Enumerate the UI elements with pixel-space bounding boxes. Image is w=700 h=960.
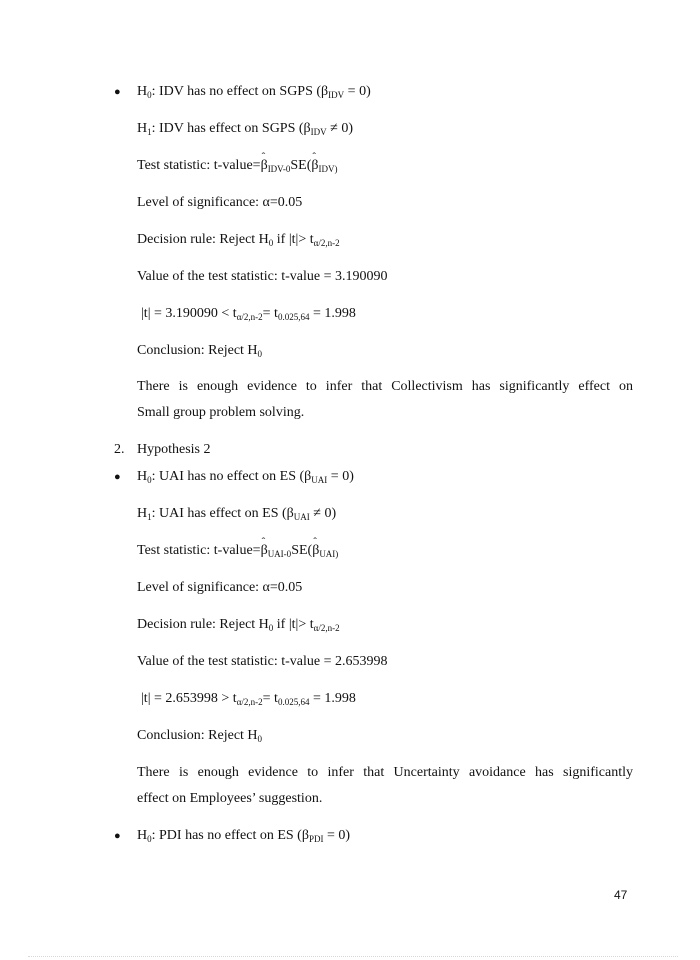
comparison-uai: $|t| = 2.653998 > t_{\alpha/2,n-2}= t_{0.025,64} = 1.998$ bbox=[141, 691, 356, 707]
test-statistic-idv: Test statistic: t-value=ˆ $\beta_{IDV-0}SE(ˆ$ $\beta_{IDV)}$ bbox=[137, 157, 337, 175]
test-value-uai: Value of the test statistic: t-value = 2.653998 bbox=[137, 654, 388, 669]
test-statistic-uai: Test statistic: t-value=ˆ $\beta_{UAI-0}SE(ˆ$ $\beta_{UAI)}$ bbox=[137, 542, 338, 560]
null-hypothesis-uai: $H_0$: UAI has no effect on ES $(\beta_{UAI} = 0)$ bbox=[137, 469, 354, 485]
conclusion-uai: Conclusion: Reject $H_0$ bbox=[137, 728, 263, 744]
test-value-idv: Value of the test statistic: t-value = 3.190090 bbox=[137, 269, 388, 284]
alt-hypothesis-uai: $H_1$: UAI has effect on ES $(\beta_{UAI} \ne 0)$ bbox=[137, 506, 337, 522]
alt-hypothesis-idv: $H_1$: IDV has effect on SGPS $(\beta_{IDV} \ne 0)$ bbox=[137, 121, 354, 137]
page-number: 47 bbox=[614, 888, 628, 902]
evidence-text-line-1: There is enough evidence to infer that Uncertainty avoidance has significantly bbox=[137, 765, 633, 780]
evidence-text-line-1: There is enough evidence to infer that Collectivism has significantly effect on bbox=[137, 379, 633, 394]
bullet-icon: ● bbox=[114, 86, 121, 98]
decision-rule-idv: Decision rule: Reject $H_0$ if $|t|> t_{\alpha/2,n-2}$ bbox=[137, 232, 340, 248]
null-hypothesis-pdi: $H_0$: PDI has no effect on ES $(\beta_{PDI} = 0)$ bbox=[137, 828, 351, 844]
null-hypothesis-idv: $H_0$: IDV has no effect on SGPS $(\beta_{IDV} = 0)$ bbox=[137, 84, 371, 100]
hypothesis-number: 2. bbox=[114, 442, 125, 457]
significance-level-uai: Level of significance: α=0.05 bbox=[137, 580, 303, 595]
bullet-icon: ● bbox=[114, 471, 121, 483]
evidence-text-line-2: effect on Employees’ suggestion. bbox=[137, 791, 323, 806]
comparison-idv: $|t| = 3.190090 < t_{\alpha/2,n-2}= t_{0.025,64} = 1.998$ bbox=[141, 306, 356, 322]
bullet-icon: ● bbox=[114, 830, 121, 842]
evidence-text-line-2: Small group problem solving. bbox=[137, 405, 305, 420]
decision-rule-uai: Decision rule: Reject $H_0$ if $|t|> t_{\alpha/2,n-2}$ bbox=[137, 617, 340, 633]
significance-level-idv: Level of significance: α=0.05 bbox=[137, 195, 303, 210]
page-bottom-divider bbox=[28, 956, 678, 957]
conclusion-idv: Conclusion: Reject $H_0$ bbox=[137, 343, 263, 359]
hypothesis-2-heading: Hypothesis 2 bbox=[137, 442, 211, 457]
